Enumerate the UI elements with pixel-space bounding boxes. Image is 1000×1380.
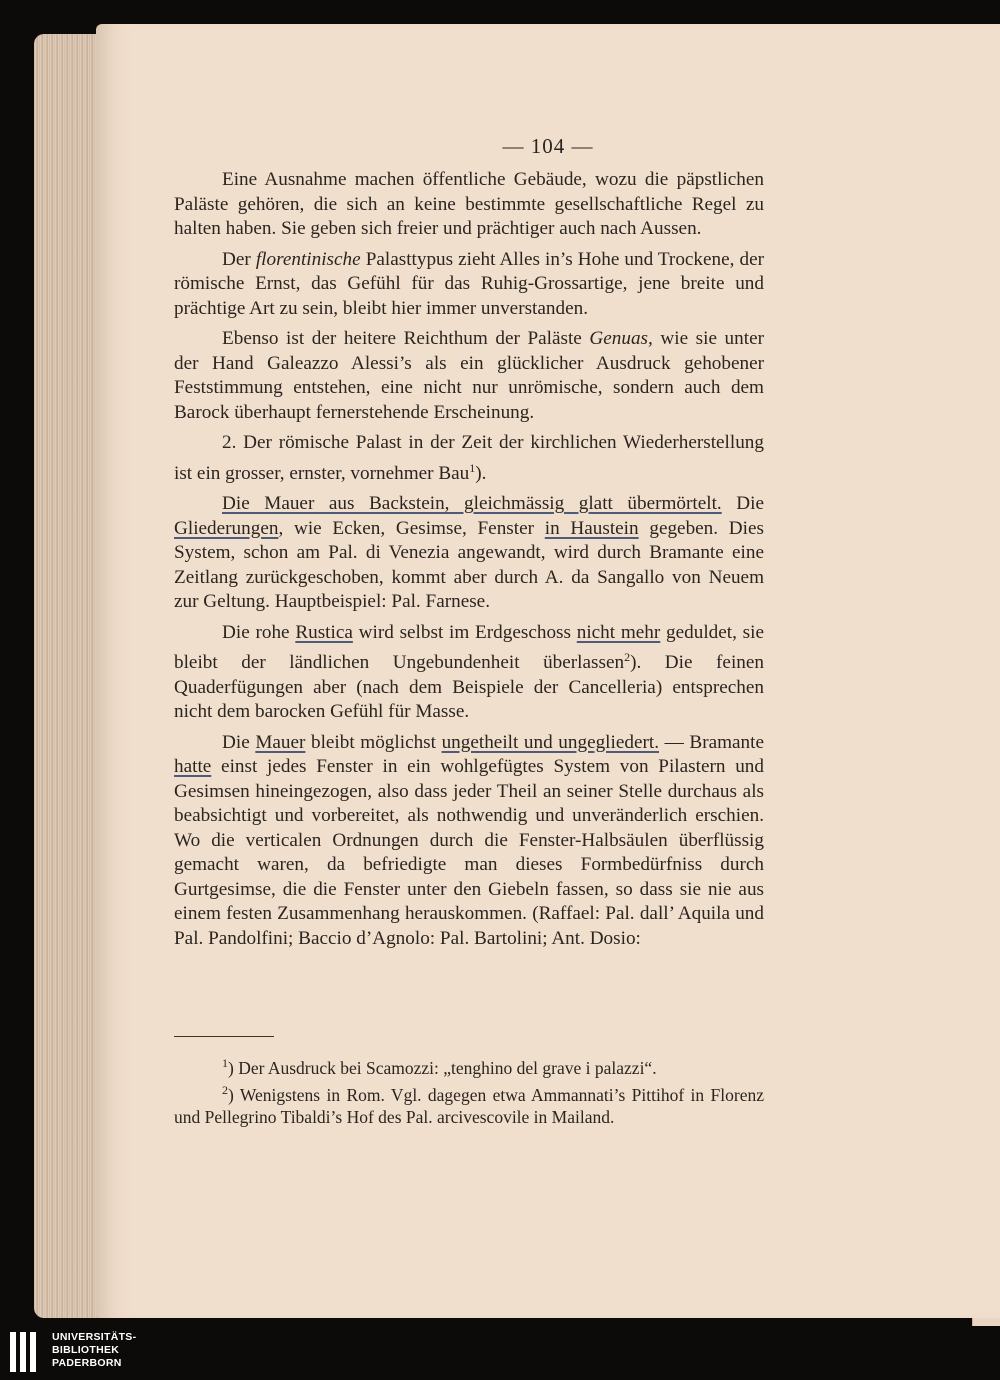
footnote-number: 1 [222,1056,228,1070]
italic-text: florentinische [255,248,361,270]
footnote-marker: 1 [469,460,476,475]
pencil-underlined-text: Gliederungen [174,517,279,539]
text-run: — Bramante [659,731,764,753]
text-run: 2. Der römische Palast in der Zeit der kirchlichen Wiederherstellung ist ein grosser, ernster, vornehmer Bau [174,432,764,484]
paragraph [174,327,764,425]
logo-line-1: UNIVERSITÄTS- [52,1331,137,1343]
page-number: — 104 — [502,134,594,158]
text-run: , wie Ecken, Gesimse, Fenster [278,517,545,539]
paragraph [174,731,764,952]
italic-text: Genuas, [589,328,653,349]
text-run: gegeben. Dies System, schon am Pal. di Venezia angewandt, wird durch Bramante eine Zeitlang zurückgeschoben, kommt aber durch A. da Sangallo von Neuem zur Geltung. Hauptbeispiel: Pal. Farnese. [174,517,764,612]
pencil-underlined-text: Die Mauer aus Backstein, gleichmässig glatt übermörtelt. [222,493,722,514]
footnote-separator [174,1036,274,1037]
footnote [174,1079,764,1128]
text-run: ). Die feinen Quaderfügungen aber (nach dem Beispiele der Cancelleria) entsprechen nicht dem barocken Gefühl für Masse. [174,652,764,722]
text-run: Ebenso ist der heitere Reichthum der Paläste [222,328,590,349]
footnote [174,1052,764,1079]
text-run: Palasttypus zieht Alles in’s Hohe und Trockene, der römische Ernst, das Gefühl für das Ruhig-Grossartige, jene breite und prächtige Art zu sein, bleibt hier immer unverstanden. [174,248,765,319]
paragraph [174,621,764,725]
library-logo-text [52,1331,172,1370]
pencil-underlined-text: Mauer [255,731,306,753]
text-run: ). [475,462,487,484]
pencil-underlined-text: ungetheilt und ungegliedert. [441,731,659,753]
text-run: Die rohe [222,621,296,643]
text-run: wird selbst im Erdgeschoss [352,621,577,643]
text-run: bleibt möglichst [305,731,442,753]
text-run: einst jedes Fenster in ein wohlgefügtes System von Pilastern und Gesimsen hineingezogen, also dass jeder Theil an seiner Stelle durchaus als beabsichtigt und vorbereitet, als nothwendig und unveränderlich erschien. Wo die verticalen Ordnungen durch die Fenster-Halbsäulen überflüssig gemacht waren, da befriedigte man dieses Formbedürfniss durch Gurtgesimse, die die Fenster unter den Giebeln fassen, so dass sie nie aus einem festen Zusammenhang herauskommen. (Raffael: Pal. dall’ Aquila und Pal. Pandolfini; Baccio d’Agnolo: Pal. Bartolini; Ant. Dosio: [174,756,764,949]
text-run: Die [222,731,256,753]
pencil-underlined-text: hatte [174,756,212,777]
footnote-marker: 2 [624,650,631,664]
paragraph [174,431,764,486]
paragraph [174,492,764,615]
pencil-underlined-text: Rustica [295,621,353,643]
text-run: Eine Ausnahme machen öffentliche Gebäude, wozu die päpstlichen Paläste gehören, die sich an keine bestimmte gesellschaftliche Regel zu halten haben. Sie geben sich freier und prächtiger auch nach Aussen. [174,169,764,239]
logo-line-3: PADERBORN [52,1357,122,1369]
library-logo [10,1330,170,1374]
footnote-number: 2 [222,1083,228,1097]
body-text [174,168,764,951]
logo-line-2: BIBLIOTHEK [52,1344,120,1356]
text-run: wie sie unter der Hand Galeazzo Alessi’s als ein glücklicher Ausdruck gehobener Feststimmung entstehen, eine nicht nur unrömische, sondern auch dem Barock überhaupt fernerstehende Erscheinung. [174,328,764,423]
paragraph [174,168,764,242]
footnotes [174,1052,764,1128]
paragraph [174,248,764,322]
text-run: geduldet, sie bleibt der ländlichen Ungebundenheit überlassen [174,621,764,673]
text-run: Die [721,493,764,514]
pencil-underlined-text: nicht mehr [576,621,661,643]
text-run: Der [222,248,256,270]
footnote-text: ) Der Ausdruck bei Scamozzi: „tenghino del grave i palazzi“. [228,1058,657,1078]
library-logo-icon [10,1332,44,1372]
footnote-text: ) Wenigstens in Rom. Vgl. dagegen etwa Ammannati’s Pittihof in Florenz und Pellegrino Tibaldi’s Hof des Pal. arcivescovile in Mailand. [174,1085,764,1127]
pencil-underlined-text: in Haustein [544,517,639,539]
